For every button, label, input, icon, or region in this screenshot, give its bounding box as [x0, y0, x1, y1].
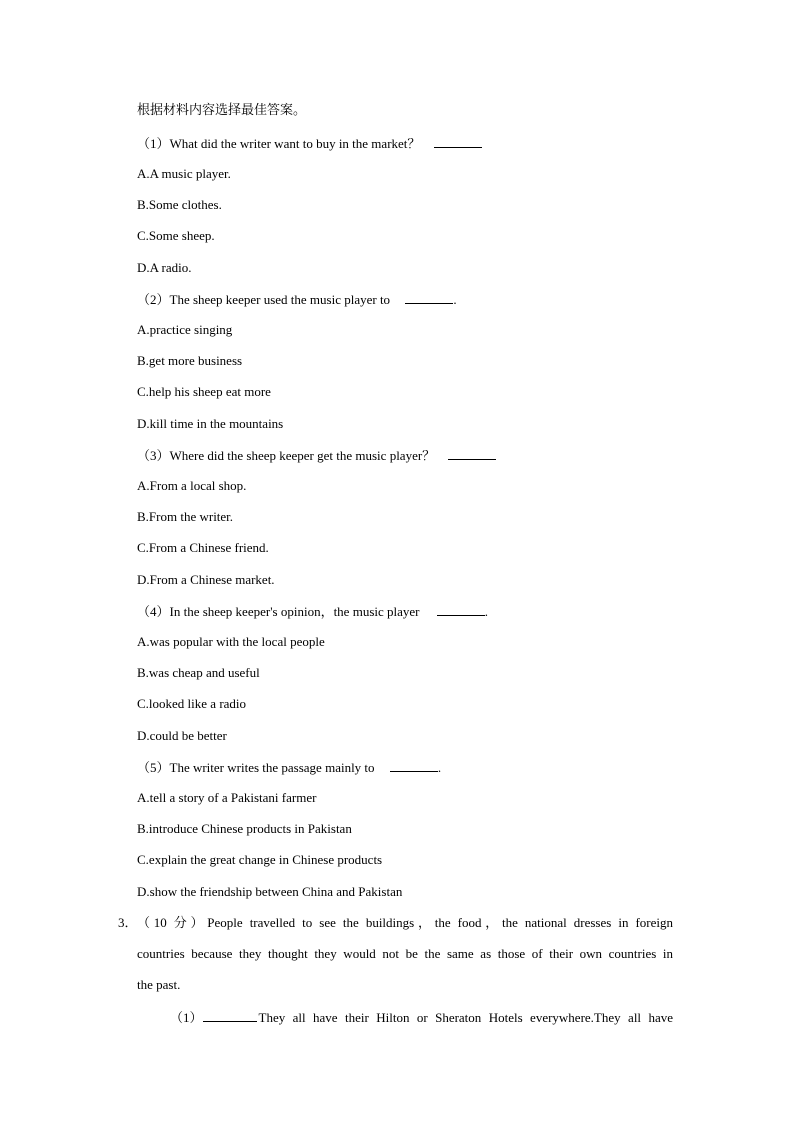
q4-option-a: A.was popular with the local people	[137, 634, 325, 649]
question-2	[137, 291, 457, 308]
q1-option-b: B.Some clothes.	[137, 197, 222, 212]
q5-option-b: B.introduce Chinese products in Pakistan	[137, 821, 352, 836]
instruction-text: 根据材料内容选择最佳答案。	[137, 103, 307, 118]
q4-option-b: B.was cheap and useful	[137, 665, 260, 680]
q5-option-d: D.show the friendship between China and Pakistan	[137, 884, 403, 899]
q3-option-b: B.From the writer.	[137, 509, 234, 524]
section-3-line-2: countries because they thought they would not be the same as those of their own countries in	[137, 946, 673, 961]
question-2-end: .	[453, 292, 457, 307]
q2-option-a: A.practice singing	[137, 322, 233, 337]
q3-option-d: D.From a Chinese market.	[137, 572, 275, 587]
question-1	[137, 135, 482, 152]
section-3-number: 3．	[118, 915, 138, 930]
answer-blank-1[interactable]	[434, 135, 482, 148]
q5-option-a: A.tell a story of a Pakistani farmer	[137, 790, 317, 805]
section-3-sub-1-text: They all have their Hilton or Sheraton Hotels everywhere.They all have	[258, 1010, 673, 1025]
q4-option-d: D.could be better	[137, 728, 227, 743]
q4-option-c: C.looked like a radio	[137, 696, 247, 711]
question-4-stem: （4）In the sheep keeper's opinion，the music player	[137, 604, 420, 619]
section-3-sub-1	[170, 1009, 673, 1026]
answer-blank-5[interactable]	[390, 759, 438, 772]
question-4-end: .	[484, 604, 488, 619]
q5-option-c: C.explain the great change in Chinese products	[137, 852, 383, 867]
q1-option-a: A.A music player.	[137, 166, 231, 181]
section-3-line-1: （10 分）People travelled to see the buildings，the food，the national dresses in foreign	[137, 915, 673, 930]
question-1-stem: （1）What did the writer want to buy in the market？	[137, 136, 421, 151]
question-2-stem: （2）The sheep keeper used the music player to	[137, 292, 391, 307]
answer-blank-2[interactable]	[405, 291, 453, 304]
q2-option-c: C.help his sheep eat more	[137, 384, 271, 399]
question-5-end: .	[437, 760, 442, 775]
answer-blank-s3-1[interactable]	[203, 1009, 257, 1022]
q1-option-d: D.A radio.	[137, 260, 192, 275]
question-4	[137, 603, 488, 620]
question-5-stem: （5）The writer writes the passage mainly to	[137, 760, 375, 775]
q2-option-b: B.get more business	[137, 353, 243, 368]
q3-option-a: A.From a local shop.	[137, 478, 247, 493]
section-3-line-3: the past.	[137, 977, 181, 992]
section-3-sub-1-label: （1）	[170, 1010, 203, 1025]
question-3	[137, 447, 496, 464]
question-5	[137, 759, 441, 776]
q2-option-d: D.kill time in the mountains	[137, 416, 284, 431]
q3-option-c: C.From a Chinese friend.	[137, 540, 269, 555]
answer-blank-4[interactable]	[437, 603, 485, 616]
question-3-stem: （3）Where did the sheep keeper get the music player？	[137, 448, 436, 463]
q1-option-c: C.Some sheep.	[137, 228, 215, 243]
answer-blank-3[interactable]	[448, 447, 496, 460]
